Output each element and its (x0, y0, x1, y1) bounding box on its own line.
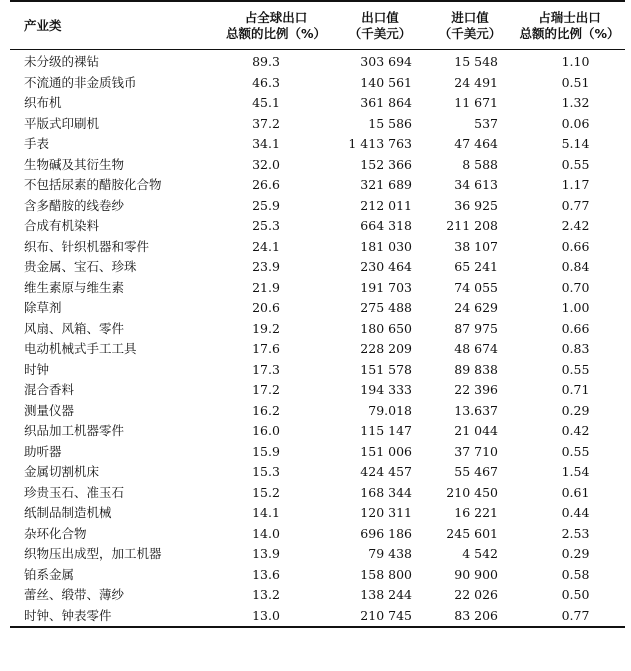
table-row (10, 380, 625, 401)
cell-global-share: 26.6 (252, 177, 280, 192)
cell-swiss-share: 0.84 (561, 259, 590, 274)
table-row (10, 585, 625, 606)
table-row (10, 544, 625, 565)
cell-industry: 维生素原与维生素 (24, 279, 125, 295)
cell-export-value: 79 438 (368, 546, 412, 561)
table-row (10, 278, 625, 299)
cell-export-value: 138 244 (360, 587, 412, 602)
cell-export-value: 151 006 (360, 443, 412, 459)
cell-industry: 混合香料 (24, 382, 75, 397)
cell-export-value: 115 147 (360, 423, 412, 438)
cell-export-value: 151 578 (360, 361, 412, 377)
cell-export-value: 15 586 (368, 115, 412, 131)
cell-global-share: 37.2 (252, 115, 280, 131)
cell-swiss-share: 0.77 (561, 197, 590, 213)
cell-export-value: 321 689 (360, 177, 412, 192)
table-row (10, 503, 625, 524)
cell-industry: 织品加工机器零件 (24, 423, 125, 438)
cell-swiss-share: 1.32 (561, 95, 590, 110)
cell-import-value: 22 026 (454, 587, 498, 602)
cell-import-value: 55 467 (454, 464, 498, 479)
cell-import-value: 13.637 (454, 402, 498, 418)
table-row (10, 483, 625, 504)
cell-global-share: 14.0 (252, 525, 280, 541)
cell-import-value: 24 491 (454, 74, 498, 90)
cell-global-share: 13.6 (252, 566, 280, 582)
cell-export-value: 696 186 (360, 525, 412, 541)
cell-global-share: 15.2 (252, 484, 280, 500)
table-row (10, 257, 625, 278)
cell-swiss-share: 0.44 (561, 505, 590, 520)
table-row (10, 339, 625, 360)
cell-global-share: 34.1 (252, 136, 280, 151)
cell-swiss-share: 1.10 (561, 54, 590, 69)
cell-global-share: 15.9 (252, 443, 280, 459)
cell-swiss-share: 0.51 (561, 74, 590, 90)
swiss-export-industry-table (10, 0, 625, 628)
cell-global-share: 15.3 (252, 464, 280, 479)
cell-export-value: 1 413 763 (348, 136, 412, 151)
header-import-value-line2: （千美元） (438, 26, 502, 41)
table-row (10, 155, 625, 176)
cell-export-value: 79.018 (368, 402, 412, 418)
cell-export-value: 664 318 (360, 218, 412, 233)
table-row (10, 319, 625, 340)
cell-industry: 珍贵玉石、准玉石 (24, 484, 125, 500)
cell-export-value: 152 366 (360, 156, 412, 172)
cell-export-value: 120 311 (360, 505, 412, 520)
cell-swiss-share: 0.29 (561, 402, 590, 418)
cell-import-value: 4 542 (462, 546, 498, 561)
cell-industry: 合成有机染料 (24, 218, 100, 233)
cell-global-share: 25.9 (252, 197, 280, 213)
cell-swiss-share: 1.17 (561, 177, 590, 192)
cell-export-value: 191 703 (360, 279, 412, 295)
cell-industry: 织布、针织机器和零件 (24, 238, 150, 254)
cell-export-value: 168 344 (360, 484, 412, 500)
cell-industry: 金属切割机床 (24, 464, 100, 479)
cell-import-value: 537 (474, 115, 498, 131)
cell-industry: 纸制品制造机械 (24, 505, 112, 520)
cell-industry: 除草剂 (24, 300, 62, 315)
cell-industry: 铂系金属 (24, 566, 75, 582)
cell-global-share: 16.0 (252, 423, 280, 438)
cell-global-share: 20.6 (252, 300, 280, 315)
cell-swiss-share: 0.58 (561, 566, 590, 582)
cell-industry: 织布机 (24, 95, 62, 110)
cell-industry: 测量仪器 (24, 402, 75, 418)
header-import-value (426, 1, 514, 50)
cell-industry: 风扇、风箱、零件 (24, 320, 125, 336)
table-row (10, 421, 625, 442)
cell-global-share: 24.1 (252, 238, 280, 254)
cell-import-value: 210 450 (446, 484, 498, 500)
cell-swiss-share: 1.54 (561, 464, 590, 479)
cell-industry: 时钟、钟表零件 (10, 606, 218, 628)
cell-swiss-share: 0.06 (561, 115, 590, 131)
cell-global-share: 32.0 (252, 156, 280, 172)
table-row (10, 216, 625, 237)
header-export-value-line2: （千美元） (348, 26, 412, 41)
cell-global-share: 21.9 (252, 279, 280, 295)
cell-industry: 电动机械式手工工具 (24, 341, 137, 356)
cell-swiss-share: 0.66 (561, 238, 590, 254)
header-row (10, 1, 625, 50)
cell-import-value: 47 464 (454, 136, 498, 151)
cell-export-value: 230 464 (360, 259, 412, 274)
cell-swiss-share: 0.77 (514, 606, 625, 628)
cell-import-value: 90 900 (454, 566, 498, 582)
cell-import-value: 65 241 (454, 259, 498, 274)
cell-export-value: 212 011 (360, 197, 412, 213)
header-global-share-line2: 总额的比例（%） (225, 26, 327, 41)
cell-import-value: 48 674 (454, 341, 498, 356)
cell-global-share: 23.9 (252, 259, 280, 274)
table-row (10, 360, 625, 381)
cell-swiss-share: 0.55 (561, 156, 590, 172)
table-row (10, 442, 625, 463)
header-swiss-share-line1: 占瑞士出口 (538, 10, 601, 25)
cell-import-value: 83 206 (426, 606, 514, 628)
cell-industry: 贵金属、宝石、珍珠 (24, 259, 137, 274)
cell-export-value: 210 745 (334, 606, 426, 628)
cell-industry: 织物压出成型，加工机器 (24, 546, 162, 561)
cell-import-value: 15 548 (454, 54, 498, 69)
cell-swiss-share: 0.50 (561, 587, 590, 602)
cell-swiss-share: 0.71 (561, 382, 590, 397)
cell-global-share: 14.1 (252, 505, 280, 520)
cell-swiss-share: 0.55 (561, 361, 590, 377)
cell-industry: 杂环化合物 (24, 525, 87, 541)
cell-industry: 未分级的裸钻 (24, 54, 100, 69)
cell-export-value: 140 561 (360, 74, 412, 90)
cell-industry: 不包括尿素的醋胺化合物 (24, 177, 162, 192)
cell-export-value: 361 864 (360, 95, 412, 110)
cell-industry: 时钟 (24, 361, 50, 377)
cell-global-share: 17.3 (252, 361, 280, 377)
cell-import-value: 74 055 (454, 279, 498, 295)
cell-import-value: 22 396 (454, 382, 498, 397)
cell-swiss-share: 0.61 (561, 484, 590, 500)
cell-industry: 手表 (24, 136, 50, 151)
cell-global-share: 46.3 (252, 74, 280, 90)
header-swiss-share (514, 1, 625, 50)
header-global-share (218, 1, 334, 50)
table-row (10, 401, 625, 422)
cell-industry: 含多醋胺的线卷纱 (24, 197, 125, 213)
cell-export-value: 158 800 (360, 566, 412, 582)
header-industry-label: 产业类 (24, 18, 62, 33)
cell-swiss-share: 5.14 (561, 136, 590, 151)
cell-global-share: 13.9 (252, 546, 280, 561)
cell-import-value: 38 107 (454, 238, 498, 254)
header-industry (10, 1, 218, 50)
cell-industry: 生物碱及其衍生物 (24, 156, 125, 172)
cell-import-value: 36 925 (454, 197, 498, 213)
cell-import-value: 87 975 (454, 320, 498, 336)
header-import-value-line1: 进口值 (451, 10, 489, 25)
table-row (10, 196, 625, 217)
cell-industry: 平版式印刷机 (24, 115, 100, 131)
header-global-share-line1: 占全球出口 (244, 10, 308, 25)
cell-global-share: 16.2 (252, 402, 280, 418)
header-export-value (334, 1, 426, 50)
cell-industry: 蕾丝、缎带、薄纱 (24, 587, 125, 602)
cell-import-value: 89 838 (454, 361, 498, 377)
table-row (10, 524, 625, 545)
table-row (10, 606, 625, 628)
table-row (10, 298, 625, 319)
cell-global-share: 45.1 (252, 95, 280, 110)
cell-global-share: 13.2 (252, 587, 280, 602)
cell-export-value: 180 650 (360, 320, 412, 336)
cell-industry: 助听器 (24, 443, 62, 459)
table-row (10, 237, 625, 258)
cell-global-share: 17.2 (252, 382, 280, 397)
cell-global-share: 25.3 (252, 218, 280, 233)
cell-export-value: 275 488 (360, 300, 412, 315)
cell-import-value: 37 710 (454, 443, 498, 459)
cell-swiss-share: 0.29 (561, 546, 590, 561)
table-row (10, 462, 625, 483)
table-row (10, 114, 625, 135)
cell-industry: 不流通的非金质钱币 (24, 74, 137, 90)
cell-global-share: 17.6 (252, 341, 280, 356)
cell-import-value: 8 588 (462, 156, 498, 172)
cell-swiss-share: 2.42 (561, 218, 590, 233)
table-row (10, 175, 625, 196)
header-export-value-line1: 出口值 (361, 10, 399, 25)
cell-import-value: 245 601 (446, 525, 498, 541)
table-header (10, 1, 625, 50)
table-row (10, 565, 625, 586)
table-row (10, 93, 625, 114)
cell-swiss-share: 0.70 (561, 279, 590, 295)
cell-global-share: 89.3 (252, 54, 280, 69)
cell-swiss-share: 0.42 (561, 423, 590, 438)
cell-export-value: 424 457 (360, 464, 412, 479)
cell-export-value: 181 030 (360, 238, 412, 254)
cell-global-share: 19.2 (252, 320, 280, 336)
table-row (10, 134, 625, 155)
cell-import-value: 21 044 (454, 423, 498, 438)
table-body (10, 50, 625, 628)
table-row (10, 50, 625, 73)
cell-export-value: 303 694 (360, 54, 412, 69)
cell-import-value: 211 208 (446, 218, 498, 233)
cell-global-share: 13.0 (218, 606, 334, 628)
cell-import-value: 34 613 (454, 177, 498, 192)
cell-import-value: 24 629 (454, 300, 498, 315)
cell-swiss-share: 0.55 (561, 443, 590, 459)
cell-swiss-share: 0.66 (561, 320, 590, 336)
cell-swiss-share: 2.53 (561, 525, 590, 541)
cell-import-value: 16 221 (454, 505, 498, 520)
header-swiss-share-line2: 总额的比例（%） (519, 26, 620, 41)
cell-swiss-share: 0.83 (561, 341, 590, 356)
table-row (10, 73, 625, 94)
cell-export-value: 228 209 (360, 341, 412, 356)
cell-import-value: 11 671 (454, 95, 498, 110)
cell-export-value: 194 333 (360, 382, 412, 397)
cell-swiss-share: 1.00 (561, 300, 590, 315)
